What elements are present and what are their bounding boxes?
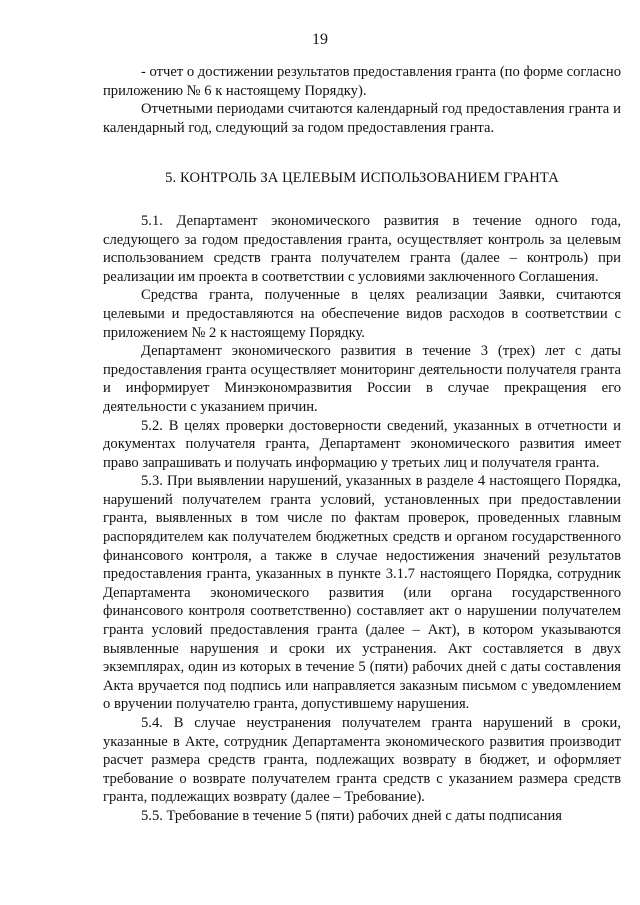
section-heading: 5. КОНТРОЛЬ ЗА ЦЕЛЕВЫМ ИСПОЛЬЗОВАНИЕМ ГРАНТА <box>165 170 559 187</box>
paragraph-5-1: 5.1. Департамент экономического развития в течение одного года, следующего за годом предоставления гранта, осуществляет контроль за целевым использованием средств гранта получателем гранта (далее – контроль) при реализации им проекта в соответствии с условиями заключенного Соглашения. <box>103 212 621 285</box>
paragraph-5-4: 5.4. В случае неустранения получателем гранта нарушений в сроки, указанные в Акте, сотрудник Департамента экономического развития производит расчет размера средств гранта, подлежащих возврату в бюджет, и оформляет требование о возврате получателем гранта средств с указанием размера средств гранта, подлежащих возврату (далее – Требование). <box>103 715 621 806</box>
document-body <box>103 63 621 826</box>
paragraph-5-5: 5.5. Требование в течение 5 (пяти) рабочих дней с даты подписания <box>141 807 562 824</box>
page-number: 19 <box>312 31 328 48</box>
paragraph-grant-funds: Средства гранта, полученные в целях реализации Заявки, считаются целевыми и предоставляются на обеспечение видов расходов в соответствии с приложением № 2 к настоящему Порядку. <box>103 287 621 341</box>
paragraph-reporting-periods: Отчетными периодами считаются календарный год предоставления гранта и календарный год, следующий за годом предоставления гранта. <box>103 101 621 136</box>
paragraph-report-item: - отчет о достижении результатов предоставления гранта (по форме согласно приложению № 6 к настоящему Порядку). <box>103 64 621 99</box>
paragraph-monitoring: Департамент экономического развития в течение 3 (трех) лет с даты предоставления гранта осуществляет мониторинг деятельности получателя гранта и информирует Минэкономразвития России в случае прекращения его деятельности с указанием причин. <box>103 343 621 415</box>
paragraph-5-2: 5.2. В целях проверки достоверности сведений, указанных в отчетности и документах получателя гранта, Департамент экономического развития имеет право запрашивать и получать информацию у третьих лиц и получателя гранта. <box>103 417 621 471</box>
paragraph-5-3: 5.3. При выявлении нарушений, указанных в разделе 4 настоящего Порядка, нарушений получателем гранта условий, установленных при предоставлении гранта, выявленных в том числе по фактам проверок, проведенных главным распорядителем как получателем бюджетных средств и органом государственного финансового контроля, а также в случае недостижения значений результатов предоставления гранта, указанных в пункте 3.1.7 настоящего Порядка, сотрудник Департамента экономического развития (или органа государственного финансового контроля соответственно) составляет акт о нарушении получателем гранта условий предоставления гранта (далее – Акт), в котором указываются выявленные нарушения и сроки их устранения. Акт составляется в двух экземплярах, один из которых в течение 5 (пяти) рабочих дней с даты составления Акта вручается под подпись или направляется заказным письмом с уведомлением о вручении получателю гранта, допустившему нарушения. <box>103 473 621 713</box>
